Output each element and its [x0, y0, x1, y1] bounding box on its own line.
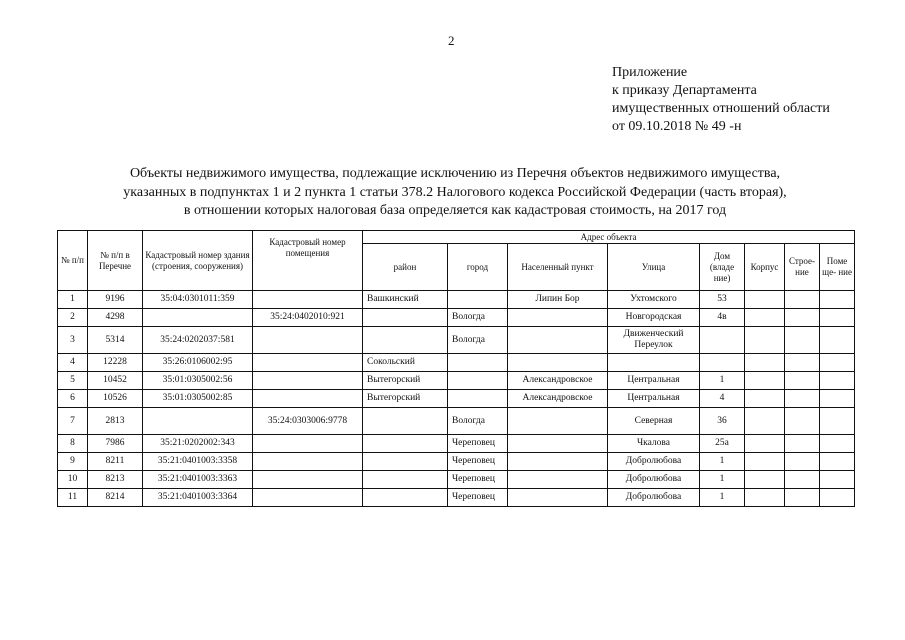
cell-settlement: Александровское [508, 390, 608, 408]
appendix-line-4: от 09.10.2018 № 49 -н [612, 119, 742, 134]
cell-cad-room [253, 471, 363, 489]
document-title [40, 165, 870, 221]
cell-list-num: 8211 [88, 453, 143, 471]
cell-district [363, 471, 448, 489]
table-row [58, 471, 855, 489]
cell-stroenie [785, 408, 820, 435]
header-district: район [363, 244, 448, 291]
cell-cad-room [253, 291, 363, 309]
header-street: Улица [608, 244, 700, 291]
cell-cad-building: 35:21:0401003:3364 [143, 489, 253, 507]
header-cad-room: Кадастровый номер помещения [253, 231, 363, 291]
cell-house: 53 [700, 291, 745, 309]
cell-cad-room [253, 327, 363, 354]
cell-list-num: 8214 [88, 489, 143, 507]
cell-city [448, 390, 508, 408]
cell-district [363, 489, 448, 507]
cell-num: 8 [58, 435, 88, 453]
cell-num: 7 [58, 408, 88, 435]
header-house: Дом (владе ние) [700, 244, 745, 291]
cell-korpus [745, 471, 785, 489]
cell-city: Вологда [448, 327, 508, 354]
cell-list-num: 8213 [88, 471, 143, 489]
title-line-2: указанных в подпунктах 1 и 2 пункта 1 статьи 378.2 Налогового кодекса Российской Федерации (часть вторая), [123, 184, 787, 200]
cell-pomeshchenie [820, 471, 855, 489]
cell-stroenie [785, 453, 820, 471]
cell-korpus [745, 489, 785, 507]
cell-district [363, 309, 448, 327]
cell-city: Череповец [448, 435, 508, 453]
cell-settlement [508, 327, 608, 354]
cell-korpus [745, 309, 785, 327]
header-num: № п/п [58, 231, 88, 291]
cell-cad-room [253, 435, 363, 453]
cell-city: Вологда [448, 408, 508, 435]
cell-city: Вологда [448, 309, 508, 327]
cell-cad-room: 35:24:0303006:9778 [253, 408, 363, 435]
cell-settlement [508, 354, 608, 372]
table-body [58, 291, 855, 507]
cell-korpus [745, 435, 785, 453]
header-pomeshchenie: Поме ще- ние [820, 244, 855, 291]
cell-pomeshchenie [820, 408, 855, 435]
cell-settlement: Липин Бор [508, 291, 608, 309]
cell-list-num: 5314 [88, 327, 143, 354]
cell-pomeshchenie [820, 390, 855, 408]
cell-district: Вытегорский [363, 372, 448, 390]
cell-city: Череповец [448, 489, 508, 507]
cell-settlement: Александровское [508, 372, 608, 390]
cell-list-num: 2813 [88, 408, 143, 435]
cell-street: Добролюбова [608, 489, 700, 507]
cell-house: 4 [700, 390, 745, 408]
table-row [58, 354, 855, 372]
header-list-num: № п/п в Перечне [88, 231, 143, 291]
cell-district [363, 435, 448, 453]
header-korpus: Корпус [745, 244, 785, 291]
cell-korpus [745, 453, 785, 471]
cell-stroenie [785, 489, 820, 507]
title-line-1: Объекты недвижимого имущества, подлежащие исключению из Перечня объектов недвижимого имущества, [129, 166, 781, 181]
cell-settlement [508, 453, 608, 471]
header-settlement: Населенный пункт [508, 244, 608, 291]
cell-cad-room [253, 354, 363, 372]
cell-list-num: 9196 [88, 291, 143, 309]
table-row [58, 435, 855, 453]
table-row [58, 327, 855, 354]
cell-pomeshchenie [820, 327, 855, 354]
cell-list-num: 4298 [88, 309, 143, 327]
appendix-block [612, 64, 830, 136]
cell-korpus [745, 291, 785, 309]
table-row [58, 453, 855, 471]
cell-num: 6 [58, 390, 88, 408]
cell-district [363, 327, 448, 354]
cell-list-num: 10452 [88, 372, 143, 390]
cell-cad-room [253, 372, 363, 390]
cell-pomeshchenie [820, 435, 855, 453]
cell-cad-building: 35:21:0202002:343 [143, 435, 253, 453]
cell-num: 2 [58, 309, 88, 327]
cell-pomeshchenie [820, 372, 855, 390]
cell-street: Добролюбова [608, 471, 700, 489]
cell-settlement [508, 435, 608, 453]
cell-num: 4 [58, 354, 88, 372]
cell-cad-building [143, 309, 253, 327]
table-row [58, 309, 855, 327]
cell-pomeshchenie [820, 354, 855, 372]
cell-cad-building: 35:04:0301011:359 [143, 291, 253, 309]
cell-stroenie [785, 471, 820, 489]
cell-house: 1 [700, 453, 745, 471]
cell-cad-room [253, 390, 363, 408]
cell-cad-room: 35:24:0402010:921 [253, 309, 363, 327]
appendix-line-2: к приказу Департамента [612, 83, 757, 98]
cell-list-num: 12228 [88, 354, 143, 372]
table-row [58, 408, 855, 435]
cell-stroenie [785, 354, 820, 372]
cell-num: 1 [58, 291, 88, 309]
cell-stroenie [785, 435, 820, 453]
cell-korpus [745, 354, 785, 372]
cell-cad-building: 35:01:0305002:56 [143, 372, 253, 390]
title-line-3: в отношении которых налоговая база определяется как кадастровая стоимость, на 2017 год [183, 203, 727, 218]
cell-num: 10 [58, 471, 88, 489]
cell-street [608, 354, 700, 372]
cell-house: 1 [700, 489, 745, 507]
cell-num: 3 [58, 327, 88, 354]
cell-pomeshchenie [820, 291, 855, 309]
table-row [58, 390, 855, 408]
table-row [58, 291, 855, 309]
cell-street: Чкалова [608, 435, 700, 453]
cell-district [363, 408, 448, 435]
cell-num: 5 [58, 372, 88, 390]
cell-street: Движенческий Переулок [608, 327, 700, 354]
cell-cad-building: 35:21:0401003:3358 [143, 453, 253, 471]
cell-num: 9 [58, 453, 88, 471]
cell-settlement [508, 408, 608, 435]
cell-street: Центральная [608, 372, 700, 390]
cell-district [363, 453, 448, 471]
cell-district: Вашкинский [363, 291, 448, 309]
cell-district: Вытегорский [363, 390, 448, 408]
page-number: 2 [448, 33, 455, 48]
cell-cad-building: 35:21:0401003:3363 [143, 471, 253, 489]
cell-stroenie [785, 309, 820, 327]
cell-house [700, 327, 745, 354]
property-table [57, 230, 855, 507]
cell-cad-room [253, 489, 363, 507]
cell-street: Добролюбова [608, 453, 700, 471]
cell-street: Центральная [608, 390, 700, 408]
cell-city [448, 291, 508, 309]
cell-settlement [508, 489, 608, 507]
cell-city [448, 354, 508, 372]
cell-pomeshchenie [820, 489, 855, 507]
cell-street: Ухтомского [608, 291, 700, 309]
cell-district: Сокольский [363, 354, 448, 372]
appendix-line-1: Приложение [612, 65, 688, 80]
cell-korpus [745, 327, 785, 354]
header-address-group: Адрес объекта [363, 231, 855, 244]
cell-cad-room [253, 453, 363, 471]
cell-settlement [508, 471, 608, 489]
cell-pomeshchenie [820, 309, 855, 327]
cell-street: Северная [608, 408, 700, 435]
cell-house [700, 354, 745, 372]
appendix-line-3: имущественных отношений области [612, 101, 830, 116]
cell-korpus [745, 372, 785, 390]
cell-cad-building: 35:24:0202037:581 [143, 327, 253, 354]
cell-house: 4в [700, 309, 745, 327]
cell-cad-building: 35:01:0305002:85 [143, 390, 253, 408]
cell-city [448, 372, 508, 390]
cell-street: Новгородская [608, 309, 700, 327]
header-cad-building: Кадастровый номер здания (строения, сооружения) [143, 231, 253, 291]
cell-settlement [508, 309, 608, 327]
cell-city: Череповец [448, 453, 508, 471]
cell-house: 36 [700, 408, 745, 435]
cell-list-num: 7986 [88, 435, 143, 453]
cell-list-num: 10526 [88, 390, 143, 408]
cell-num: 11 [58, 489, 88, 507]
cell-stroenie [785, 327, 820, 354]
cell-city: Череповец [448, 471, 508, 489]
cell-stroenie [785, 390, 820, 408]
cell-stroenie [785, 372, 820, 390]
cell-pomeshchenie [820, 453, 855, 471]
cell-stroenie [785, 291, 820, 309]
cell-cad-building [143, 408, 253, 435]
cell-cad-building: 35:26:0106002:95 [143, 354, 253, 372]
table-row [58, 489, 855, 507]
cell-korpus [745, 408, 785, 435]
header-stroenie: Строе- ние [785, 244, 820, 291]
table-row [58, 372, 855, 390]
cell-house: 1 [700, 372, 745, 390]
header-city: город [448, 244, 508, 291]
cell-korpus [745, 390, 785, 408]
cell-house: 1 [700, 471, 745, 489]
cell-house: 25а [700, 435, 745, 453]
